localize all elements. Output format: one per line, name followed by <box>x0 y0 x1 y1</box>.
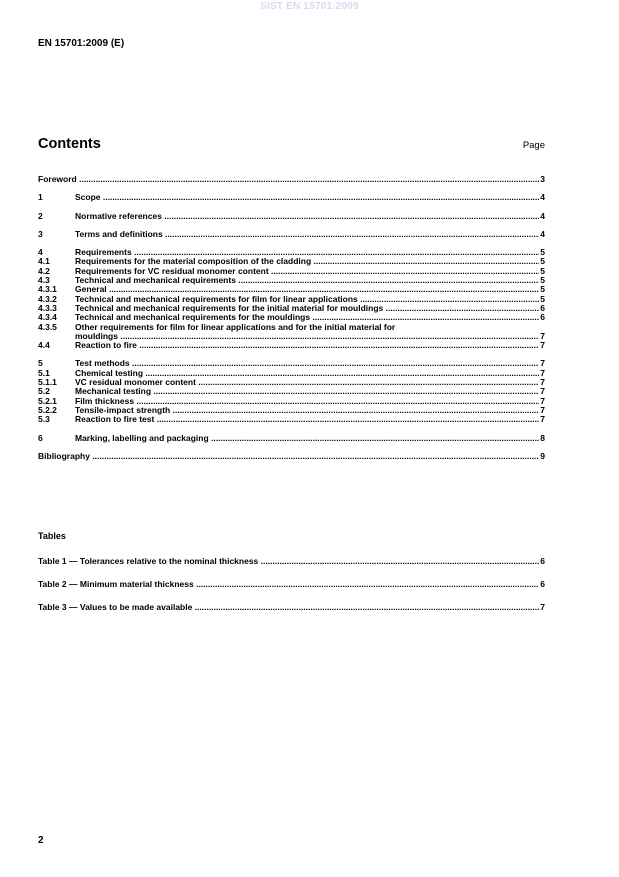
toc-entry-number: 4 <box>38 247 43 258</box>
toc-entry-page: 7 <box>540 330 545 341</box>
toc-entry-title: Tensile-impact strength ..... <box>75 406 539 415</box>
toc-entry-title: Film thickness ..... <box>75 397 539 406</box>
table-of-contents <box>38 175 545 461</box>
toc-entry-4-3[interactable] <box>38 276 545 285</box>
toc-entry-title: Reaction to fire ..... <box>75 341 539 350</box>
toc-entry-title: Mechanical testing ..... <box>75 387 539 396</box>
toc-entry-5-2-2[interactable] <box>38 406 545 415</box>
toc-entry-page: 5 <box>540 265 545 276</box>
toc-entry-5-1-1[interactable] <box>38 378 545 387</box>
toc-entry-title: Technical and mechanical requirements ..... <box>75 276 539 285</box>
tables-heading: Tables <box>38 531 66 541</box>
toc-entry-foreword[interactable] <box>38 175 545 184</box>
toc-entry-title: Other requirements for film for linear applications and for the initial material for <box>75 322 396 332</box>
toc-entry-4-3-1[interactable] <box>38 285 545 294</box>
toc-entry-number: 4.4 <box>38 340 50 351</box>
toc-entry-4-3-4[interactable] <box>38 313 545 322</box>
toc-entry-marking[interactable] <box>38 434 545 443</box>
toc-entry-number: 4.3.1 <box>38 284 57 295</box>
toc-entry-number: 4.2 <box>38 265 50 276</box>
toc-entry-4-1[interactable] <box>38 257 545 266</box>
toc-entry-title: Reaction to fire test ..... <box>75 415 539 424</box>
toc-entry-page: 5 <box>540 256 545 267</box>
toc-entry-test-methods[interactable] <box>38 359 545 368</box>
toc-entry-page: 4 <box>540 192 545 203</box>
toc-entry-number: 4.3.4 <box>38 312 57 323</box>
toc-entry-number: 5.2 <box>38 386 50 397</box>
toc-entry-number: 5.1 <box>38 367 50 378</box>
toc-entry-title: Foreword ..... <box>38 175 539 184</box>
toc-entry-number: 1 <box>38 192 43 203</box>
table-entry-2[interactable] <box>38 579 545 602</box>
toc-entry-title: General ..... <box>75 285 539 294</box>
toc-entry-bibliography[interactable] <box>38 452 545 461</box>
toc-entry-5-2-1[interactable] <box>38 397 545 406</box>
toc-entry-terms-and-definitions[interactable] <box>38 230 545 239</box>
toc-entry-page: 7 <box>540 386 545 397</box>
toc-entry-4-3-2[interactable] <box>38 295 545 304</box>
toc-entry-title: Technical and mechanical requirements for film for linear applications ..... <box>75 295 539 304</box>
toc-entry-page: 5 <box>540 284 545 295</box>
table-entry-page: 6 <box>540 556 545 566</box>
toc-entry-number: 5.1.1 <box>38 377 57 388</box>
page-number: 2 <box>38 835 44 846</box>
toc-entry-number: 4.3.2 <box>38 293 57 304</box>
toc-entry-5-2[interactable] <box>38 387 545 396</box>
toc-entry-5-1[interactable] <box>38 369 545 378</box>
toc-entry-number: 2 <box>38 210 43 221</box>
toc-entry-4-3-3[interactable] <box>38 304 545 313</box>
toc-entry-scope[interactable] <box>38 193 545 202</box>
toc-entry-title-block <box>75 323 539 342</box>
toc-entry-page: 7 <box>540 404 545 415</box>
toc-entry-4-3-5[interactable] <box>38 323 545 342</box>
toc-entry-number: 3 <box>38 228 43 239</box>
toc-entry-title: Requirements ..... <box>75 248 539 257</box>
table-entry-1[interactable] <box>38 556 545 579</box>
toc-entry-title: Requirements for the material composition of the cladding ..... <box>75 257 539 266</box>
toc-entry-title: Chemical testing ..... <box>75 369 539 378</box>
toc-entry-page: 5 <box>540 293 545 304</box>
toc-entry-title: Requirements for VC residual monomer content ..... <box>75 267 539 276</box>
toc-entry-number: 4.3.3 <box>38 302 57 313</box>
toc-entry-number: 4.3 <box>38 275 50 286</box>
contents-heading: Contents <box>38 136 101 152</box>
toc-entry-5-3[interactable] <box>38 415 545 424</box>
toc-entry-page: 7 <box>540 340 545 351</box>
toc-entry-number: 5.2.2 <box>38 404 57 415</box>
toc-entry-title: VC residual monomer content ..... <box>75 378 539 387</box>
toc-entry-normative-references[interactable] <box>38 212 545 221</box>
toc-entry-number: 6 <box>38 432 43 443</box>
table-entry-page: 6 <box>540 579 545 589</box>
toc-entry-title: Marking, labelling and packaging ..... <box>75 434 539 443</box>
toc-entry-title: Scope ..... <box>75 193 539 202</box>
toc-entry-requirements[interactable] <box>38 248 545 257</box>
toc-entry-page: 4 <box>540 210 545 221</box>
toc-entry-number: 4.3.5 <box>38 321 57 332</box>
table-entry-title: Table 1 — Tolerances relative to the nominal thickness ..... <box>38 556 539 579</box>
toc-entry-page: 7 <box>540 414 545 425</box>
toc-entry-page: 7 <box>540 395 545 406</box>
toc-entry-title: Technical and mechanical requirements for the initial material for mouldings ..... <box>75 304 539 313</box>
table-entry-title: Table 3 — Values to be made available ..... <box>38 602 539 625</box>
toc-entry-number: 5 <box>38 358 43 369</box>
list-of-tables <box>38 556 545 625</box>
toc-entry-title: Normative references ..... <box>75 212 539 221</box>
toc-entry-4-4[interactable] <box>38 341 545 350</box>
toc-entry-page: 5 <box>540 275 545 286</box>
toc-entry-page: 6 <box>540 302 545 313</box>
toc-entry-page: 7 <box>540 358 545 369</box>
toc-entry-title: Terms and definitions ..... <box>75 230 539 239</box>
toc-entry-page: 4 <box>540 228 545 239</box>
toc-entry-page: 7 <box>540 367 545 378</box>
toc-entry-number: 5.3 <box>38 414 50 425</box>
toc-entry-page: 9 <box>540 450 545 461</box>
toc-entry-title: Technical and mechanical requirements for the mouldings ..... <box>75 313 539 322</box>
toc-entry-page: 8 <box>540 432 545 443</box>
table-entry-title: Table 2 — Minimum material thickness ..... <box>38 579 539 602</box>
table-entry-page: 7 <box>540 602 545 612</box>
table-entry-3[interactable] <box>38 602 545 625</box>
document-id: EN 15701:2009 (E) <box>38 38 125 49</box>
toc-entry-page: 5 <box>540 247 545 258</box>
watermark: SIST EN 15701:2009 <box>260 1 359 12</box>
toc-entry-title-continued: mouldings ..... <box>75 332 539 341</box>
toc-entry-page: 6 <box>540 312 545 323</box>
toc-entry-4-2[interactable] <box>38 267 545 276</box>
toc-entry-page: 7 <box>540 377 545 388</box>
toc-entry-number: 5.2.1 <box>38 395 57 406</box>
toc-entry-title: Test methods ..... <box>75 359 539 368</box>
toc-entry-page: 3 <box>540 174 545 184</box>
page-column-label: Page <box>522 140 545 151</box>
toc-entry-number: 4.1 <box>38 256 50 267</box>
toc-entry-title: Bibliography ..... <box>38 452 539 461</box>
